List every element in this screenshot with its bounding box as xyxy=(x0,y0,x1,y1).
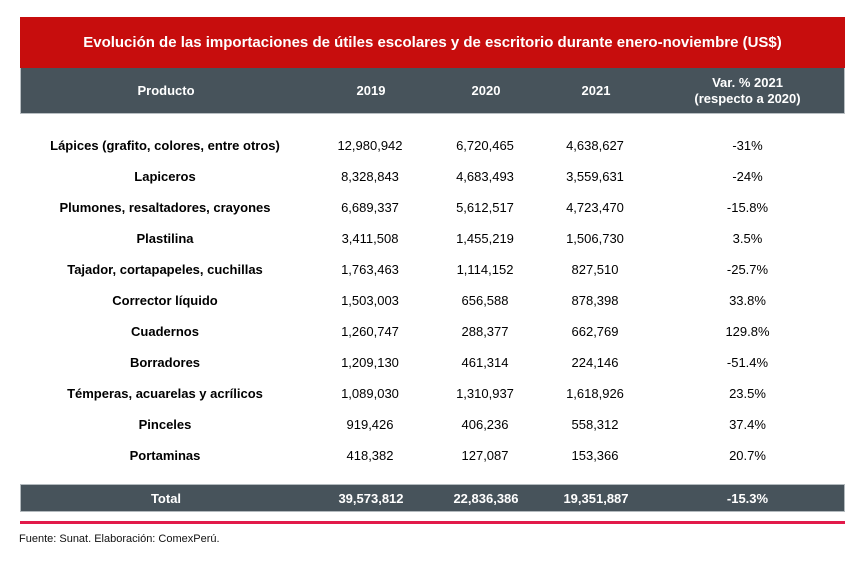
cell-product: Borradores xyxy=(129,355,201,370)
cell-2019: 919,426 xyxy=(346,417,394,432)
cell-product: Lapiceros xyxy=(134,169,196,184)
cell-var: -51.4% xyxy=(726,355,769,370)
column-header-var xyxy=(651,75,844,106)
cell-2021: 878,398 xyxy=(571,293,619,308)
cell-2020: 1,455,219 xyxy=(456,231,514,246)
table-header-row xyxy=(20,68,845,114)
page-title: Evolución de las importaciones de útiles escolares y de escritorio durante enero-noviembre (US$) xyxy=(83,34,782,51)
table-row xyxy=(20,409,845,440)
cell-product: Portaminas xyxy=(129,448,201,463)
cell-2020: 406,236 xyxy=(461,417,509,432)
cell-2021: 1,506,730 xyxy=(566,231,624,246)
total-label: Total xyxy=(150,490,182,506)
column-header-product: Producto xyxy=(137,83,195,98)
table-row xyxy=(20,130,845,161)
cell-2021: 4,723,470 xyxy=(566,200,624,215)
cell-2021: 558,312 xyxy=(571,417,619,432)
cell-2019: 1,260,747 xyxy=(341,324,399,339)
table-row xyxy=(20,440,845,471)
table-row xyxy=(20,347,845,378)
cell-2020: 288,377 xyxy=(461,324,509,339)
cell-var: 3.5% xyxy=(732,231,763,246)
cell-2021: 4,638,627 xyxy=(566,138,624,153)
cell-product: Cuadernos xyxy=(131,324,199,339)
title-banner xyxy=(20,17,845,68)
cell-product: Pinceles xyxy=(138,417,192,432)
cell-product: Plastilina xyxy=(136,231,194,246)
cell-2021: 827,510 xyxy=(571,262,619,277)
cell-2019: 418,382 xyxy=(346,448,394,463)
cell-2019: 8,328,843 xyxy=(341,169,399,184)
table-row xyxy=(20,285,845,316)
cell-2020: 1,114,152 xyxy=(456,262,514,277)
cell-2020: 461,314 xyxy=(461,355,509,370)
cell-var: -24% xyxy=(732,169,763,184)
cell-2021: 1,618,926 xyxy=(566,386,624,401)
cell-2020: 1,310,937 xyxy=(456,386,514,401)
column-header-var-line2: (respecto a 2020) xyxy=(694,90,801,106)
cell-2019: 12,980,942 xyxy=(337,138,403,153)
cell-2021: 662,769 xyxy=(571,324,619,339)
table-row xyxy=(20,378,845,409)
cell-2019: 1,209,130 xyxy=(341,355,399,370)
column-header-var-line1: Var. % 2021 xyxy=(712,75,783,91)
cell-var: -15.8% xyxy=(726,200,769,215)
cell-var: 20.7% xyxy=(729,448,766,463)
table-row xyxy=(20,254,845,285)
report-card xyxy=(20,17,845,512)
cell-var: 129.8% xyxy=(725,324,770,339)
total-2019: 39,573,812 xyxy=(338,490,404,506)
cell-2020: 4,683,493 xyxy=(456,169,514,184)
cell-2020: 127,087 xyxy=(461,448,509,463)
cell-var: -25.7% xyxy=(726,262,769,277)
table-row xyxy=(20,316,845,347)
cell-2019: 1,763,463 xyxy=(341,262,399,277)
cell-2021: 224,146 xyxy=(571,355,619,370)
cell-2019: 3,411,508 xyxy=(341,231,399,246)
total-2020: 22,836,386 xyxy=(453,490,519,506)
cell-2019: 6,689,337 xyxy=(341,200,399,215)
cell-product: Lápices (grafito, colores, entre otros) xyxy=(50,138,280,153)
cell-2019: 1,503,003 xyxy=(341,293,399,308)
total-2021: 19,351,887 xyxy=(563,490,629,506)
cell-2020: 5,612,517 xyxy=(456,200,514,215)
column-header-2021: 2021 xyxy=(581,83,611,98)
cell-2021: 3,559,631 xyxy=(566,169,624,184)
cell-product: Plumones, resaltadores, crayones xyxy=(59,200,271,215)
red-separator-line xyxy=(20,521,845,524)
column-header-2020: 2020 xyxy=(471,83,501,98)
cell-var: 23.5% xyxy=(729,386,766,401)
column-header-2019: 2019 xyxy=(356,83,386,98)
cell-2019: 1,089,030 xyxy=(341,386,399,401)
cell-var: 37.4% xyxy=(729,417,766,432)
cell-var: 33.8% xyxy=(729,293,766,308)
cell-2020: 6,720,465 xyxy=(456,138,514,153)
table-row xyxy=(20,161,845,192)
cell-var: -31% xyxy=(732,138,763,153)
source-note: Fuente: Sunat. Elaboración: ComexPerú. xyxy=(19,533,220,545)
table-row xyxy=(20,192,845,223)
cell-product: Témperas, acuarelas y acrílicos xyxy=(67,386,263,401)
table-body xyxy=(20,114,845,484)
cell-2021: 153,366 xyxy=(571,448,619,463)
table-row xyxy=(20,223,845,254)
cell-product: Tajador, cortapapeles, cuchillas xyxy=(67,262,263,277)
cell-2020: 656,588 xyxy=(461,293,509,308)
cell-product: Corrector líquido xyxy=(112,293,218,308)
total-var: -15.3% xyxy=(726,490,769,506)
table-total-row xyxy=(20,484,845,512)
